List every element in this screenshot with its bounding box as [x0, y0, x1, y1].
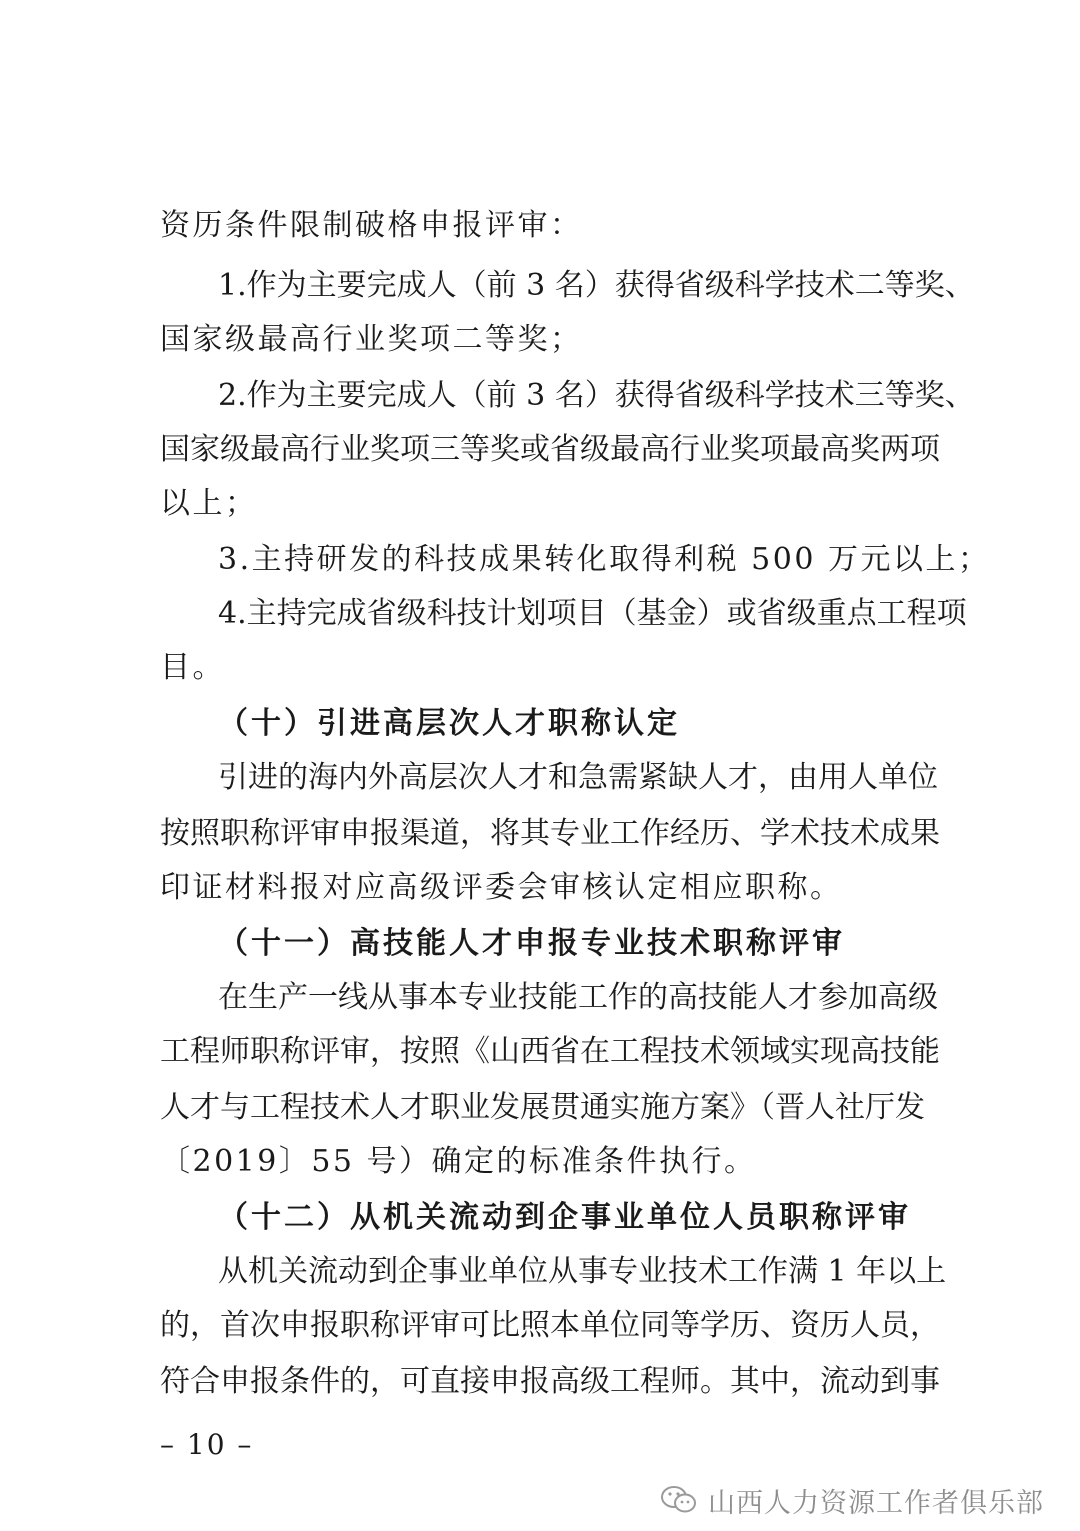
paragraph-line: 人才与工程技术人才职业发展贯通实施方案》（晋人社厅发: [160, 1090, 925, 1125]
paragraph-line: 的，首次申报职称评审可比照本单位同等学历、资历人员，: [160, 1308, 940, 1343]
paragraph-line: 在生产一线从事本专业技能工作的高技能人才参加高级: [218, 980, 938, 1015]
paragraph-line: 按照职称评审申报渠道，将其专业工作经历、学术技术成果: [160, 816, 940, 851]
watermark: [660, 1480, 1044, 1520]
list-item: 1.作为主要完成人（前 3 名）获得省级科学技术二等奖、: [218, 268, 975, 303]
paragraph-line: 符合申报条件的，可直接申报高级工程师。其中，流动到事: [160, 1364, 940, 1399]
list-item: 2.作为主要完成人（前 3 名）获得省级科学技术三等奖、: [218, 378, 975, 413]
text-line: 目。: [160, 650, 225, 685]
text-line: 国家级最高行业奖项二等奖；: [160, 322, 583, 357]
page-number: – 10 –: [160, 1428, 254, 1461]
paragraph-line: 〔2019〕55 号）确定的标准条件执行。: [160, 1144, 757, 1179]
list-item: 4.主持完成省级科技计划项目（基金）或省级重点工程项: [218, 596, 967, 631]
wechat-icon: [660, 1484, 698, 1516]
section-heading: （十一）高技能人才申报专业技术职称评审: [218, 926, 845, 961]
text-line: 以上；: [160, 486, 258, 521]
text-line: 资历条件限制破格申报评审：: [160, 208, 583, 243]
paragraph-line: 引进的海内外高层次人才和急需紧缺人才，由用人单位: [218, 760, 938, 795]
paragraph-line: 从机关流动到企事业单位从事专业技术工作满 1 年以上: [218, 1254, 947, 1289]
list-item: 3.主持研发的科技成果转化取得利税 500 万元以上；: [218, 542, 991, 577]
section-heading: （十）引进高层次人才职称认定: [218, 706, 680, 741]
paragraph-line: 印证材料报对应高级评委会审核认定相应职称。: [160, 870, 843, 905]
paragraph-line: 工程师职称评审，按照《山西省在工程技术领域实现高技能: [160, 1034, 940, 1069]
text-line: 国家级最高行业奖项三等奖或省级最高行业奖项最高奖两项: [160, 432, 940, 467]
watermark-text: 山西人力资源工作者俱乐部: [708, 1487, 1044, 1519]
section-heading: （十二）从机关流动到企事业单位人员职称评审: [218, 1200, 911, 1235]
